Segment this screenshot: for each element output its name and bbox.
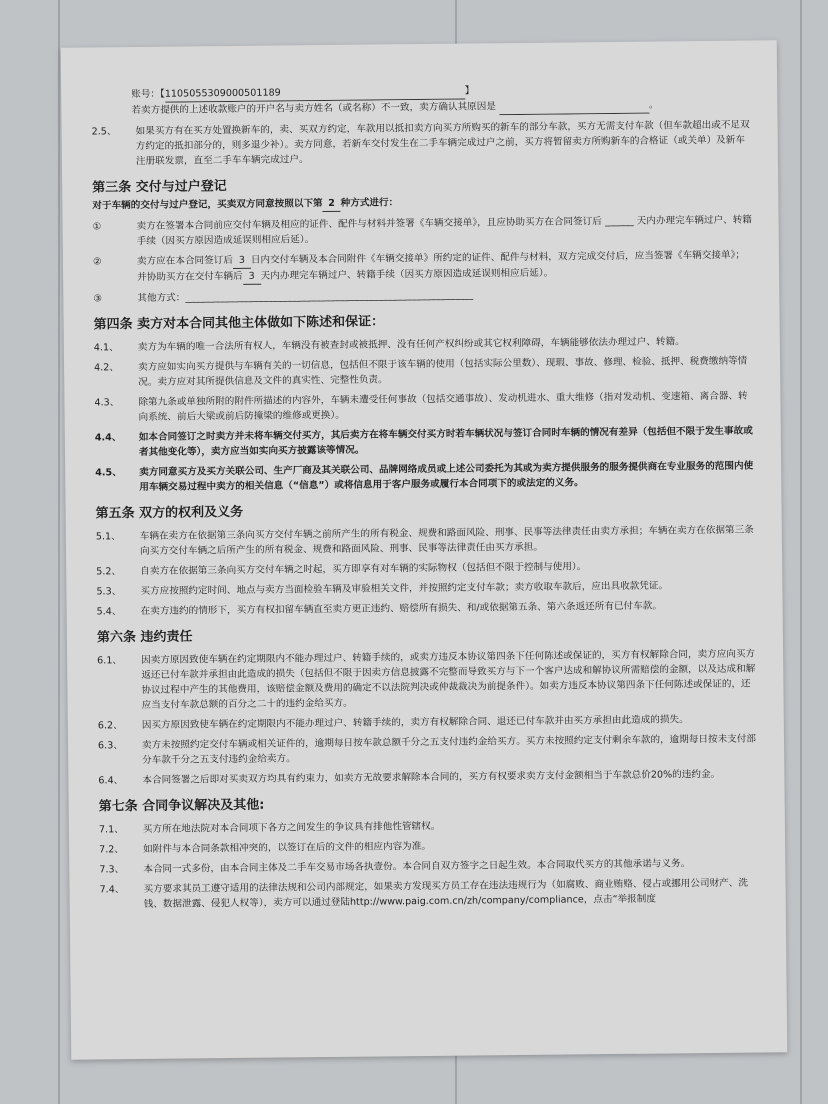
account-close: 】	[464, 85, 475, 97]
clause-5-2: 5.2、 自卖方在依据第三条向买方交付车辆之时起，买方即享有对车辆的实际物权（包括但不限于控制与使用）。	[96, 561, 587, 578]
clause-6-2: 6.2、 因买方原因致使车辆在约定期限内不能办理过户、转籍手续的，卖方有权解除合同、退还已付车款并由买方承担由此造成的损失。	[97, 714, 689, 732]
option-3: ③ 其他方式：____________________________________________________________	[93, 289, 474, 305]
clause-5-4: 5.4、 在卖方违约的情形下，买方有权扣留车辆直至卖方更正违约、赔偿所有损失、和/或依据第五条、第六条返还所有已付车款。	[96, 600, 662, 618]
clause-6-3: 6.3、 卖方未按照约定交付车辆或相关证件的，逾期每日按车款总额千分之五支付违约金给买方。买方未按照约定支付剩余车款的，逾期每日按未支付部分车款千分之五支付违约金给卖方。	[97, 733, 757, 766]
clause-5-3: 5.3、 买方应按照约定时间、地点与卖方当面检验车辆及审验相关文件，并按照约定支付车款；卖方收取车款后，应出具收款凭证。	[96, 580, 669, 598]
clause-2-5: 2.5、 如果买方有在买方处置换新车的，卖、买双方约定，车款用以抵扣卖方向买方所购买的新车的部分车款，买方无需支付车款（但车款超出或不足双方约定的抵扣部分的，则多退少补）。卖方同意，若新车交付发生在二手车辆完成过户之前，买方将暂留卖方所购新车的合格证（或关单）及新车注册联发票，直至二手车车辆完成过户。	[91, 119, 750, 167]
section-6-title: 第六条 违约责任	[96, 629, 193, 646]
clause-7-3: 7.3、 本合同一式多份，由本合同主体及二手车交易市场各执壹份。本合同自双方签字之日起生效。本合同取代买方的其他承诺与义务。	[99, 858, 691, 876]
clause-4-5: 4.5、 卖方同意买方及买方关联公司、生产厂商及其关联公司、品牌网络成员或上述公司委托为其或为卖方提供服务的服务提供商在专业服务的范围内使用车辆交易过程中卖方的相关信息（“信息”）或将信息用于客户服务或履行本合同项下的或法定的义务。	[95, 460, 754, 493]
section-5-title: 第五条 双方的权利及义务	[95, 504, 244, 522]
wall-panel-seam	[58, 0, 60, 1104]
section-4-title: 第四条 卖方对本合同其他主体做如下陈述和保证：	[93, 314, 385, 333]
clause-7-1: 7.1、 买方所在地法院对本合同项下各方之间发生的争议具有排他性管辖权。	[98, 820, 441, 836]
clause-6-4: 6.4、 本合同签署之后即对买卖双方均具有约束力，如卖方无故要求解除本合同的，买方有权要求卖方支付金额相当于车款总价20%的违约金。	[98, 768, 721, 787]
section-3-intro: 对于车辆的交付与过户登记，买卖双方同意按照以下第 2 种方式进行：	[92, 197, 399, 212]
contract-page	[61, 40, 788, 1059]
account-note: 若卖方提供的上述收款账户的开户名与卖方姓名（或名称）不一致，卖方确认其原因是 。	[131, 99, 659, 117]
clause-5-1: 5.1、 车辆在卖方在依据第三条向买方交付车辆之前所产生的所有税金、规费和路面风险、刑事、民事等法律责任由卖方承担；车辆在卖方在依据第三条向买方交付车辆之后所产生的所有税金、规费和路面风险、刑事、民事等法律责任由买方承担。	[95, 524, 754, 557]
clause-4-3: 4.3、 除第九条或单独所附的附件所描述的内容外，车辆未遭受任何事故（包括交通事故）、发动机进水、重大维修（指对发动机、变速箱、离合器、转向系统、前后大梁或前后防撞梁的维修或更换）。	[94, 390, 748, 423]
contract-text	[91, 81, 760, 913]
clause-4-1: 4.1、 卖方为车辆的唯一合法所有权人，车辆没有被查封或被抵押、没有任何产权纠纷或其它权利障碍，车辆能够依法办理过户、转籍。	[93, 336, 685, 354]
account-value: 1105055309000501189	[165, 84, 465, 103]
option-1: ① 卖方在签署本合同前应交付车辆及相应的证件、配件与材料并签署《车辆交接单》，且应协助买方在合同签订后 ______ 天内办理完车辆过户、转籍手续（因买方原因造成延误则相应后延）。	[92, 214, 752, 247]
option-2: ② 卖方应在本合同签订后 3 日内交付车辆及本合同附件《车辆交接单》所约定的证件、配件与材料，双方完成交付后，应当签署《车辆交接单》；并协助买方在交付车辆后 3 天内办理完车辆过户、转籍手续（因买方原因造成延误则相应后延）。	[92, 249, 746, 283]
clause-4-4: 4.4、 如本合同签订之时卖方并未将车辆交付买方，其后卖方在将车辆交付买方时若车辆状况与签订合同时车辆的情况有差异（包括但不限于发生事故或者其他变化等），卖方应当如实向买方披露该等情况。	[94, 425, 753, 458]
clause-4-2: 4.2、 卖方应如实向买方提供与车辆有关的一切信息，包括但不限于该车辆的使用（包括实际公里数）、现瑕、事故、修理、检验、抵押、税费缴纳等情况。卖方应对其所提供信息及文件的真实性、完整性负责。	[94, 355, 748, 388]
account-label: 账号：【	[131, 88, 165, 101]
section-7-title: 第七条 合同争议解决及其他:	[98, 797, 265, 815]
clause-7-4: 7.4、 买方要求其员工遵守适用的法律法规和公司内部规定，如果卖方发现买方员工存在违法违规行为（如腐败、商业贿赂、侵占或挪用公司财产、洗钱、数据泄露、侵犯人权等），卖方可以通过登陆http://www.paig.com.cn/zh/company/compliance，点击“举报制度	[99, 877, 748, 910]
clause-7-2: 7.2、 如附件与本合同条款相冲突的，以签订在后的文件的相应内容为准。	[99, 840, 431, 856]
wall-panel-seam	[800, 0, 802, 1104]
clause-6-1: 6.1、 因卖方原因致使车辆在约定期限内不能办理过户、转籍手续的，或卖方违反本协议第四条下任何陈述或保证的，买方有权解除合同，卖方应向买方返还已付车款并承担由此造成的损失（包括但不限于因卖方信息披露不完整而导致买方与下一个客户达成和解协议所需赔偿的金额，以及达成和解协议过程中产生的其他费用，该赔偿金额及费用的确定不以法院判决或仲裁裁决为前提条件）。如卖方违反本协议第四条下任何陈述或保证的，还应当支付车款总额的百分之二十的违约金给买方。	[97, 648, 756, 711]
section-3-title: 第三条 交付与过户登记	[92, 179, 227, 196]
